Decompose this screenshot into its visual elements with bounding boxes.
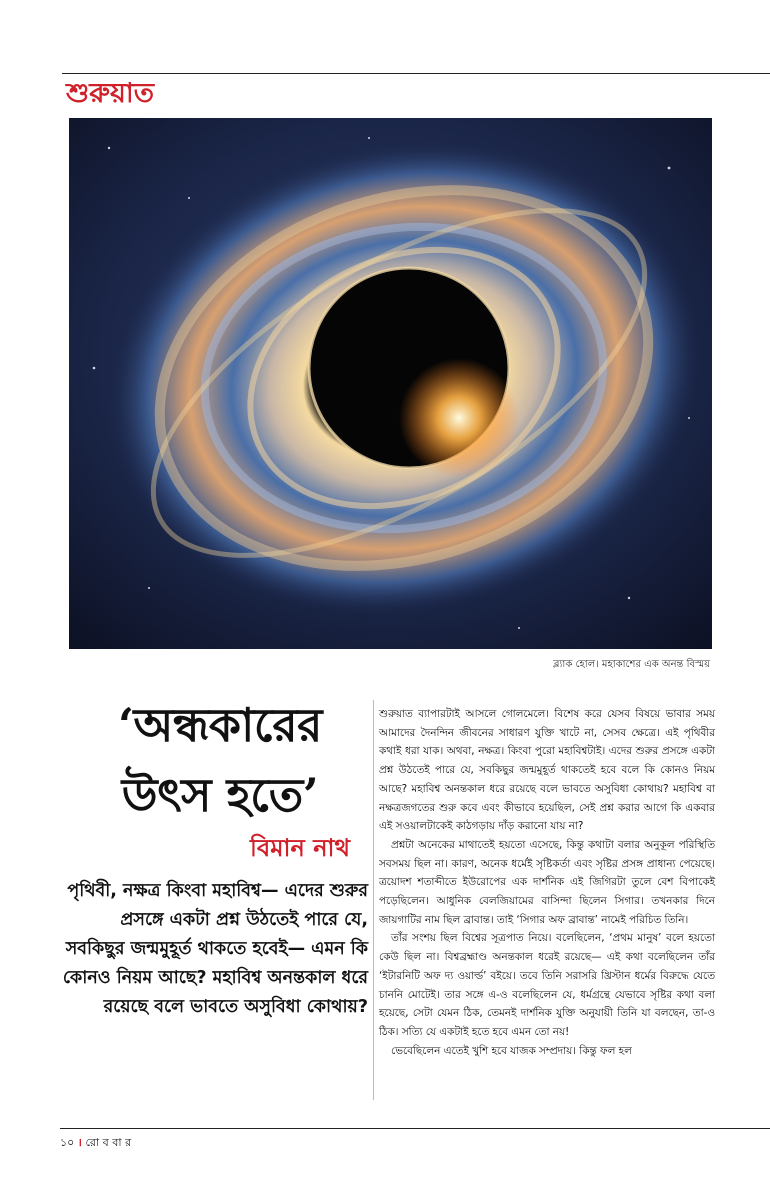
article-body — [379, 705, 715, 1060]
author-byline: বিমান নাথ — [250, 834, 351, 862]
bottom-rule — [60, 1128, 770, 1129]
top-rule — [62, 73, 770, 74]
page-number: ১০ — [60, 1136, 75, 1149]
body-paragraph: ভেবেছিলেন এতেই খুশি হবে যাজক সম্প্রদায়। কিন্তু ফল হল — [391, 1044, 632, 1057]
lede-paragraph: পৃথিবী, নক্ষত্র কিংবা মহাবিশ্ব— এদের শুরুর প্রসঙ্গে একটা প্রশ্ন উঠতেই পারে যে, সবকিছুর জন্মমুহূর্ত থাকতে হবেই— এমন কি কোনও নিয়ম আছে? মহাবিশ্ব অনন্তকাল ধরে রয়েছে বলে ভাবতে অসুবিধা কোথায়? — [62, 881, 368, 1017]
body-paragraph: শুরুয়াত ব্যাপারটাই আসলে গোলমেলে। বিশেষ করে যেসব বিষয়ে ভাবার সময় আমাদের দৈনন্দিন জীবনের সাধারণ যুক্তি খাটে না, সেসব ক্ষেত্রে। এই পৃথিবীর কথাই ধরা যাক। অথবা, নক্ষত্র। কিংবা পুরো মহাবিশ্বটাই। এদের শুরুর প্রসঙ্গে একটা প্রশ্ন উঠতেই পারে যে, সবকিছুর জন্মমুহূর্ত থাকতেই হবে বলে কি কোনও নিয়ম আছে? মহাবিশ্ব অনন্তকাল ধরে রয়েছে বলে ভাবতে অসুবিধা কোথায়? মহাবিশ্ব বা নক্ষত্রজগতের শুরু কবে এবং কীভাবে হয়েছিল, সেই প্রশ্ন করার আগে কি একবার এই সওয়ালটাকেই কাঠগড়ায় দাঁড় করানো যায় না? — [379, 708, 715, 833]
headline-line-2: উৎস হতে’ — [121, 768, 319, 822]
magazine-name: রো ব বা র — [85, 1136, 132, 1149]
image-caption: ব্ল্যাক হোল। মহাকাশের এক অনন্ত বিস্ময় — [553, 659, 710, 670]
folio-separator: । — [77, 1136, 82, 1149]
headline — [70, 690, 370, 830]
black-hole-image — [69, 118, 712, 649]
body-paragraph: প্রশ্নটা অনেকের মাথাতেই হয়তো এসেছে, কিন্তু কথাটা বলার অনুকূল পরিস্থিতি সবসময় ছিল না। কারণ, অনেক ধর্মেই সৃষ্টিকর্তা এবং সৃষ্টির প্রসঙ্গ প্রাধান্য পেয়েছে। ত্রয়োদশ শতাব্দীতে ইউরোপের এক দার্শনিক এই জিগিরটা তুলে বেশ বিপাকেই পড়েছিলেন। আধুনিক বেলজিয়ামের বাসিন্দা ছিলেন সিগার। তখনকার দিনে জায়গাটির নাম ছিল ব্রাবান্ত। তাই ‘সিগার অফ ব্রাবান্ত’ নামেই পরিচিত তিনি। — [379, 838, 715, 926]
page-folio — [60, 1134, 131, 1153]
column-divider — [373, 700, 374, 1100]
headline-line-1: ‘অন্ধকারের — [118, 698, 322, 752]
section-label: শুরুয়াত — [66, 78, 154, 109]
body-paragraph: তাঁর সংশয় ছিল বিশ্বের সূত্রপাত নিয়ে। বলেছিলেন, ‘প্রথম মানুষ’ বলে হয়তো কেউ ছিল না। বিশ্বব্রহ্মাণ্ড অনন্তকাল ধরেই রয়েছে— এই কথা বলেছিলেন তাঁর ‘ইটারনিটি অফ দ্য ওয়ার্ল্ড’ বইয়ে। তবে তিনি সরাসরি খ্রিস্টান ধর্মের বিরুদ্ধে যেতে চাননি মোটেই। তার সঙ্গে এ-ও বলেছিলেন যে, ধর্মগ্রন্থে যেভাবে সৃষ্টির কথা বলা হয়েছে, সেটা যেমন ঠিক, তেমনই দার্শনিক যুক্তি অনুযায়ী তিনি যা বলছেন, তা-ও ঠিক। সত্যি যে একটাই হতে হবে এমন তো নয়! — [379, 932, 715, 1038]
